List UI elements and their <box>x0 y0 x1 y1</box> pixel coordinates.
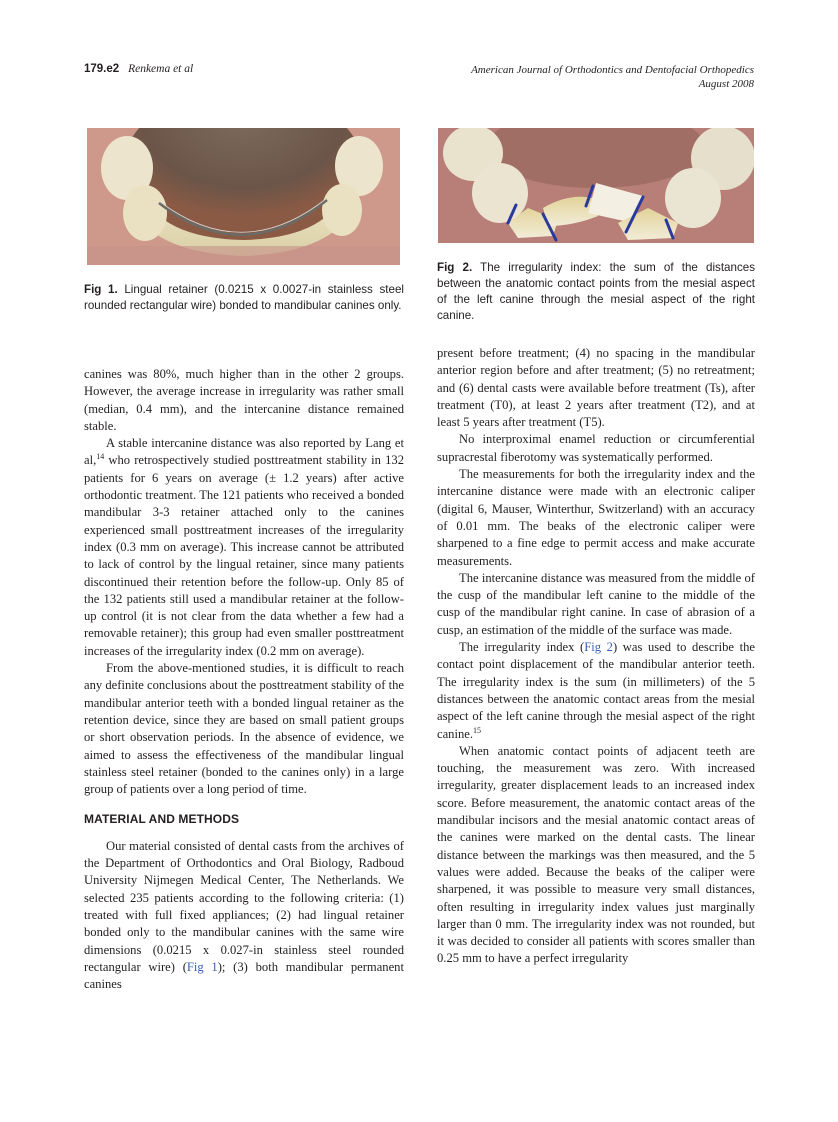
text-run: ); (3) both mandibular permanent canines <box>84 959 404 992</box>
right-column <box>437 345 755 968</box>
paragraph: The intercanine distance was measured from the middle of the cusp of the mandibular left canine to the middle of the cusp of the mandibular right canine. In case of abrasion of a cusp, an estimation of the middle of the surface was made. <box>437 570 755 637</box>
text-run: The irregularity index ( <box>459 640 585 655</box>
fig-1-link[interactable]: Fig 1 <box>186 959 218 974</box>
left-column <box>84 366 404 993</box>
paragraph: When anatomic contact points of adjacent teeth are touching, the measurement was zero. With increased irregularity, greater displacement leads to an increased index score. Before measurement, the anatomic contact areas of the mandibular incisors and the mesial anatomic contact areas of the canines were marked on the dental casts. The linear distance between the markings was then measured, and the 5 values were added. Because the beaks of the caliper were sharpened, it was possible to measure very small distances, often resulting in irregularity index values just marginally larger than 0 mm. The irregularity index was not rounded, but it was decided to consider all patients with scores smaller than 0.25 mm to have a perfect irregularity <box>437 743 755 966</box>
paragraph <box>437 639 755 743</box>
paragraph: present before treatment; (4) no spacing in the mandibular anterior region before and after treatment; (5) no retreatment; and (6) dental casts were available before treatment (Ts), after treatment (T0), at least 2 years after treatment (T2), and at least 5 years after treatment (T5). <box>437 346 755 430</box>
figure-2-caption-text: The irregularity index: the sum of the distances between the anatomic contact points from the mesial aspect of the left canine through the mesial aspect of the right canine. <box>437 261 755 322</box>
text-run: Our material consisted of dental casts from the archives of the Department of Orthodontics and Oral Biology, Radboud University Nijmegen Medical Center, The Netherlands. We selected 235 patients according to the following criteria: (1) treated with full fixed appliances; (2) had lingual retainer bonded only to the mandibular canines with the same wire dimensions (0.0215 x 0.027-in stainless steel rounded rectangular wire) ( <box>84 838 404 974</box>
paragraph: From the above-mentioned studies, it is difficult to reach any definite conclusions about the posttreatment stability of the mandibular anterior teeth with a bonded lingual retainer as the retention device, since they are based on small patient groups or short observation periods. In the absence of evidence, we aimed to assess the effectiveness of the mandibular lingual stainless steel retainer (bonded to the canines only) in a large group of patients over a long period of time. <box>84 661 404 797</box>
running-header-right <box>471 63 754 91</box>
lingual-retainer-photo <box>87 128 400 265</box>
paragraph: The measurements for both the irregularity index and the intercanine distance were made with an electronic caliper (digital 6, Mauser, Winterthur, Switzerland) with an accuracy of 0.01 mm. The beaks of the electronic caliper were sharpened to a fine edge to permit access and make accurate measurements. <box>437 467 755 568</box>
reference-14[interactable]: 14 <box>96 452 105 462</box>
paragraph: No interproximal enamel reduction or circumferential supracrestal fiberotomy was systematically performed. <box>437 432 755 464</box>
running-authors: Renkema et al <box>128 63 194 75</box>
figure-2-caption <box>437 260 755 324</box>
reference-15[interactable]: 15 <box>473 725 482 735</box>
text-run: ) was used to describe the contact point displacement of the mandibular anterior teeth. The irregularity index is the sum (in millimeters) of the 5 distances between the anatomic contact areas from the mesial aspect of the left canine through the mesial aspect of the right canine. <box>437 640 755 741</box>
issue-date: August 2008 <box>698 78 754 90</box>
paragraph <box>84 435 404 660</box>
figure-1-caption-text: Lingual retainer (0.0215 x 0.0027-in stainless steel rounded rectangular wire) bonded to mandibular canines only. <box>84 283 404 312</box>
irregularity-index-photo <box>438 128 754 243</box>
figure-2-label: Fig 2. <box>437 261 473 274</box>
page-number: 179.e2 <box>84 63 120 75</box>
section-heading-material-methods: MATERIAL AND METHODS <box>84 812 240 827</box>
text-run: A stable intercanine distance was also reported by Lang et al, <box>84 436 404 468</box>
fig-2-link[interactable]: Fig 2 <box>584 640 613 655</box>
figure-2-image <box>438 128 754 243</box>
journal-name: American Journal of Orthodontics and Dentofacial Orthopedics <box>471 64 754 76</box>
figure-1-label: Fig 1. <box>84 283 118 296</box>
figure-1-image <box>87 128 400 265</box>
text-run: who retrospectively studied posttreatment stability in 132 patients for 6 years on average (± 1.2 years) after active orthodontic treatment. The 121 patients who received a bonded mandibular 3-3 retainer attached only to the canines experienced small posttreatment increases of the irregularity index (0.3 mm on average). This increase cannot be attributed to lack of control by the lingual retainer, since many patients discontinued their retention before the follow-up. Only 85 of the 132 patients still used a mandibular retainer at the follow-up control (it is not clear from the data whether a few had a removable retainer); this group had even smaller posttreatment increases of the irregularity index (0.2 mm on average). <box>84 453 404 658</box>
paragraph <box>84 838 404 994</box>
paragraph: canines was 80%, much higher than in the other 2 groups. However, the average increase in irregularity was rather small (median, 0.4 mm), and the intercanine distance remained stable. <box>84 367 404 433</box>
running-header-left <box>84 63 193 75</box>
figure-1-caption <box>84 282 404 314</box>
